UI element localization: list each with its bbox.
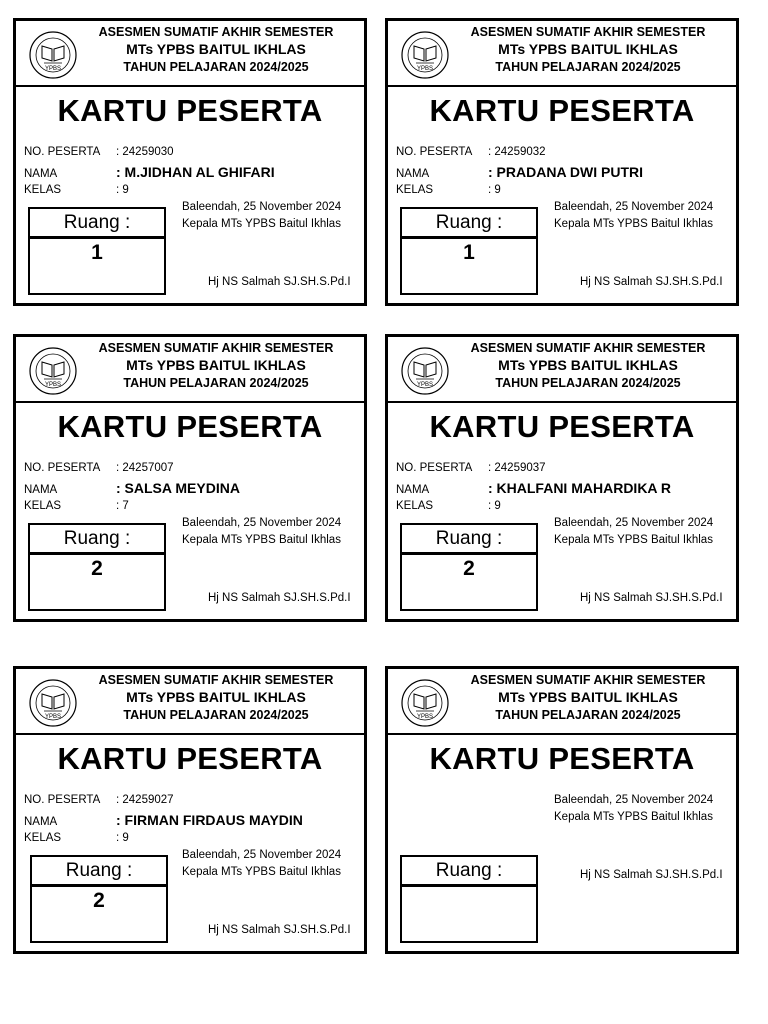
label-kelas: KELAS xyxy=(24,184,62,196)
value-kelas: : 9 xyxy=(116,184,129,196)
signature-name: Hj NS Salmah SJ.SH.S.Pd.I xyxy=(580,592,723,604)
header-line-school: MTs YPBS BAITUL IKHLAS xyxy=(498,357,678,373)
room-box xyxy=(30,855,168,943)
room-label: Ruang : xyxy=(402,857,536,887)
svg-text:YPBS: YPBS xyxy=(416,714,434,720)
label-no-peserta: NO. PESERTA xyxy=(24,462,101,474)
signature-place-date: Baleendah, 25 November 2024 xyxy=(182,517,342,529)
participant-card-1 xyxy=(13,18,367,306)
participant-card-6 xyxy=(385,666,739,954)
signature-name: Hj NS Salmah SJ.SH.S.Pd.I xyxy=(580,276,723,288)
row-kelas xyxy=(24,184,129,196)
row-nama xyxy=(24,480,240,496)
card-title: KARTU PESERTA xyxy=(57,93,323,128)
svg-text:YPBS: YPBS xyxy=(416,66,434,72)
signature-position: Kepala MTs YPBS Baitul Ikhlas xyxy=(182,218,341,230)
participant-card-3 xyxy=(13,334,367,622)
signature-name: Hj NS Salmah SJ.SH.S.Pd.I xyxy=(208,592,351,604)
header-line-year: TAHUN PELAJARAN 2024/2025 xyxy=(495,60,681,74)
value-kelas: : 9 xyxy=(488,500,501,512)
label-nama: NAMA xyxy=(24,168,58,180)
header-line-school: MTs YPBS BAITUL IKHLAS xyxy=(498,41,678,57)
header-line-year: TAHUN PELAJARAN 2024/2025 xyxy=(495,376,681,390)
card-title: KARTU PESERTA xyxy=(57,741,323,776)
label-kelas: KELAS xyxy=(24,500,62,512)
room-box xyxy=(400,207,538,295)
svg-text:YPBS: YPBS xyxy=(44,382,62,388)
header-line-year: TAHUN PELAJARAN 2024/2025 xyxy=(123,60,309,74)
participant-card-4 xyxy=(385,334,739,622)
room-number: 1 xyxy=(463,241,475,264)
value-kelas: : 7 xyxy=(116,500,129,512)
signature-position: Kepala MTs YPBS Baitul Ikhlas xyxy=(554,218,713,230)
row-kelas xyxy=(24,832,129,844)
label-no-peserta: NO. PESERTA xyxy=(396,146,473,158)
card-title: KARTU PESERTA xyxy=(57,409,323,444)
signature-name: Hj NS Salmah SJ.SH.S.Pd.I xyxy=(208,276,351,288)
value-nama: : PRADANA DWI PUTRI xyxy=(488,164,644,180)
card-header xyxy=(388,337,736,403)
label-nama: NAMA xyxy=(396,484,430,496)
label-no-peserta: NO. PESERTA xyxy=(24,794,101,806)
card-header xyxy=(388,21,736,87)
participant-card-2 xyxy=(385,18,739,306)
svg-text:YPBS: YPBS xyxy=(416,382,434,388)
row-no-peserta xyxy=(24,462,174,474)
card-title: KARTU PESERTA xyxy=(429,93,695,128)
header-line-exam: ASESMEN SUMATIF AKHIR SEMESTER xyxy=(470,25,706,39)
row-nama xyxy=(24,812,303,828)
room-box xyxy=(400,855,538,943)
row-no-peserta xyxy=(24,794,174,806)
card-header xyxy=(16,669,364,735)
svg-text:YPBS: YPBS xyxy=(44,714,62,720)
row-no-peserta xyxy=(396,462,546,474)
label-nama: NAMA xyxy=(24,484,58,496)
room-label: Ruang : xyxy=(30,209,164,239)
row-kelas xyxy=(396,184,501,196)
value-no-peserta: : 24257007 xyxy=(116,462,174,474)
row-no-peserta xyxy=(396,146,546,158)
row-kelas xyxy=(24,500,129,512)
value-no-peserta: : 24259027 xyxy=(116,794,174,806)
header-line-school: MTs YPBS BAITUL IKHLAS xyxy=(126,357,306,373)
room-number: 2 xyxy=(463,557,475,580)
room-label: Ruang : xyxy=(402,525,536,555)
value-no-peserta: : 24259037 xyxy=(488,462,546,474)
label-no-peserta: NO. PESERTA xyxy=(24,146,101,158)
header-line-exam: ASESMEN SUMATIF AKHIR SEMESTER xyxy=(470,673,706,687)
room-box xyxy=(28,207,166,295)
room-label: Ruang : xyxy=(402,209,536,239)
value-no-peserta: : 24259030 xyxy=(116,146,174,158)
header-line-exam: ASESMEN SUMATIF AKHIR SEMESTER xyxy=(98,341,334,355)
row-kelas xyxy=(396,500,501,512)
label-kelas: KELAS xyxy=(396,500,434,512)
header-line-school: MTs YPBS BAITUL IKHLAS xyxy=(498,689,678,705)
label-nama: NAMA xyxy=(396,168,430,180)
room-number: 1 xyxy=(91,241,103,264)
header-line-exam: ASESMEN SUMATIF AKHIR SEMESTER xyxy=(98,673,334,687)
card-header xyxy=(16,337,364,403)
row-nama xyxy=(396,164,643,180)
room-number: 2 xyxy=(93,889,105,912)
signature-position: Kepala MTs YPBS Baitul Ikhlas xyxy=(554,534,713,546)
card-title: KARTU PESERTA xyxy=(429,741,695,776)
header-line-school: MTs YPBS BAITUL IKHLAS xyxy=(126,689,306,705)
signature-name: Hj NS Salmah SJ.SH.S.Pd.I xyxy=(208,924,351,936)
card-title: KARTU PESERTA xyxy=(429,409,695,444)
card-header xyxy=(16,21,364,87)
signature-place-date: Baleendah, 25 November 2024 xyxy=(554,201,714,213)
room-box xyxy=(28,523,166,611)
label-nama: NAMA xyxy=(24,816,58,828)
signature-place-date: Baleendah, 25 November 2024 xyxy=(182,201,342,213)
card-header xyxy=(388,669,736,735)
signature-name: Hj NS Salmah SJ.SH.S.Pd.I xyxy=(580,869,723,881)
header-line-year: TAHUN PELAJARAN 2024/2025 xyxy=(495,708,681,722)
value-nama: : KHALFANI MAHARDIKA R xyxy=(488,480,672,496)
room-box xyxy=(400,523,538,611)
row-nama xyxy=(24,164,275,180)
row-nama xyxy=(396,480,671,496)
header-line-exam: ASESMEN SUMATIF AKHIR SEMESTER xyxy=(470,341,706,355)
label-no-peserta: NO. PESERTA xyxy=(396,462,473,474)
room-label: Ruang : xyxy=(32,857,166,887)
participant-card-5 xyxy=(13,666,367,954)
value-nama: : SALSA MEYDINA xyxy=(116,480,240,496)
signature-place-date: Baleendah, 25 November 2024 xyxy=(554,517,714,529)
value-nama: : FIRMAN FIRDAUS MAYDIN xyxy=(116,812,303,828)
room-label: Ruang : xyxy=(30,525,164,555)
label-kelas: KELAS xyxy=(396,184,434,196)
signature-position: Kepala MTs YPBS Baitul Ikhlas xyxy=(554,811,713,823)
label-kelas: KELAS xyxy=(24,832,62,844)
row-no-peserta xyxy=(24,146,174,158)
signature-position: Kepala MTs YPBS Baitul Ikhlas xyxy=(182,866,341,878)
room-number: 2 xyxy=(91,557,103,580)
value-kelas: : 9 xyxy=(116,832,129,844)
signature-place-date: Baleendah, 25 November 2024 xyxy=(182,849,342,861)
header-line-exam: ASESMEN SUMATIF AKHIR SEMESTER xyxy=(98,25,334,39)
value-kelas: : 9 xyxy=(488,184,501,196)
value-nama: : M.JIDHAN AL GHIFARI xyxy=(116,164,275,180)
signature-place-date: Baleendah, 25 November 2024 xyxy=(554,794,714,806)
header-line-year: TAHUN PELAJARAN 2024/2025 xyxy=(123,376,309,390)
signature-position: Kepala MTs YPBS Baitul Ikhlas xyxy=(182,534,341,546)
header-line-school: MTs YPBS BAITUL IKHLAS xyxy=(126,41,306,57)
value-no-peserta: : 24259032 xyxy=(488,146,546,158)
header-line-year: TAHUN PELAJARAN 2024/2025 xyxy=(123,708,309,722)
svg-text:YPBS: YPBS xyxy=(44,66,62,72)
